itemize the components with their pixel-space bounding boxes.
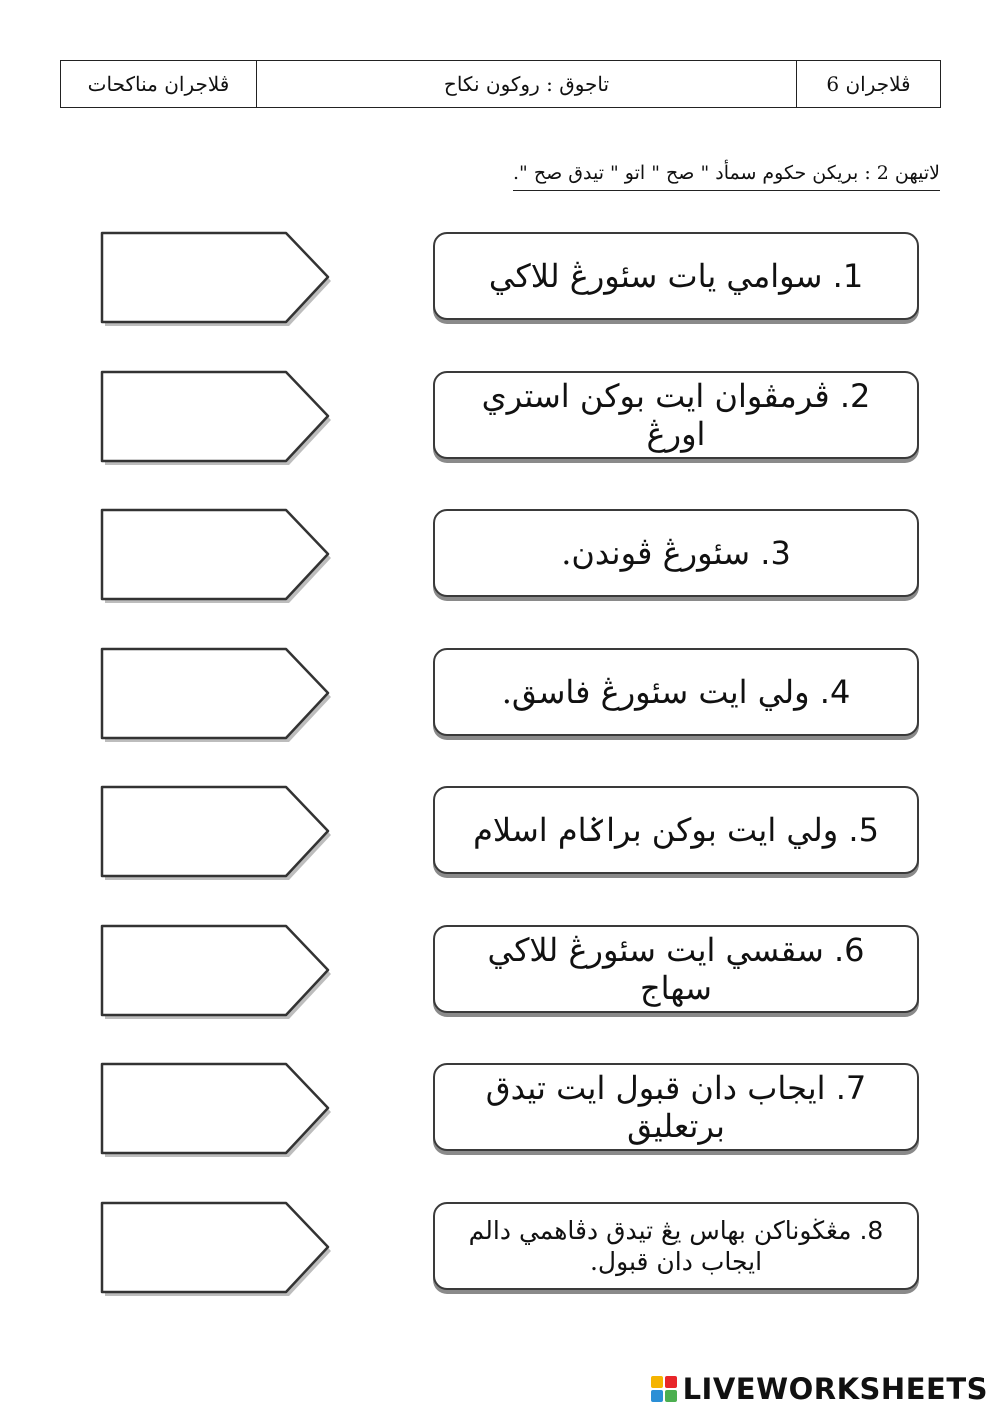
statement-5 xyxy=(433,786,919,874)
statement-8 xyxy=(433,1202,919,1290)
logo-square xyxy=(665,1390,677,1402)
statement-text: سوامي يات سئورڠ للاكي xyxy=(488,256,823,295)
statement-content xyxy=(473,811,879,849)
brand-text: LIVEWORKSHEETS xyxy=(682,1372,988,1406)
statement-content xyxy=(502,673,851,711)
statement-number: 8. xyxy=(859,1215,884,1245)
answer-field-3[interactable] xyxy=(100,508,335,604)
statement-content xyxy=(561,534,791,572)
statement-content xyxy=(455,931,897,1008)
liveworksheets-brand xyxy=(651,1372,988,1406)
logo-square xyxy=(651,1390,663,1402)
header-subject-cell: ڤلاجران 6 xyxy=(797,61,941,108)
answer-field-1[interactable] xyxy=(100,231,335,327)
statement-content xyxy=(489,257,863,295)
statement-number: 5. xyxy=(848,810,879,849)
liveworksheets-logo-icon xyxy=(651,1376,677,1402)
instruction xyxy=(340,162,940,191)
answer-field-2[interactable] xyxy=(100,370,335,466)
answer-field-7[interactable] xyxy=(100,1062,335,1158)
header-topic-cell: تاجوق : روكون نكاح xyxy=(257,61,797,108)
statement-text: ڤرمڤوان ايت بوكن استري اورڠ xyxy=(481,376,830,453)
answer-field-6[interactable] xyxy=(100,924,335,1020)
statement-7 xyxy=(433,1063,919,1151)
statement-number: 3. xyxy=(760,533,791,572)
header-lesson-cell: ڤلاجران مناكحات xyxy=(61,61,257,108)
logo-square xyxy=(665,1376,677,1388)
statement-number: 7. xyxy=(835,1068,867,1107)
statement-content xyxy=(455,377,897,454)
statement-2 xyxy=(433,371,919,459)
statement-text: ولي ايت بوكن براݢام اسلام xyxy=(473,810,839,849)
statement-number: 4. xyxy=(819,672,851,711)
statement-number: 1. xyxy=(832,256,864,295)
statement-content xyxy=(457,1215,895,1278)
statement-3 xyxy=(433,509,919,597)
statement-4 xyxy=(433,648,919,736)
header-table xyxy=(60,60,941,108)
statement-6 xyxy=(433,925,919,1013)
statement-number: 2. xyxy=(839,376,871,415)
statement-number: 6. xyxy=(833,930,865,969)
statement-text: سقسي ايت سئورڠ للاكي سهاج xyxy=(487,930,824,1007)
logo-square xyxy=(651,1376,663,1388)
answer-field-8[interactable] xyxy=(100,1201,335,1297)
statement-text: مڠڬوناكن بهاس يڠ تيدق دڤاهمي دالم ايجاب دان قبول. xyxy=(468,1215,852,1276)
answer-field-4[interactable] xyxy=(100,647,335,743)
statement-text: ايجاب دان قبول ايت تيدق برتعليق xyxy=(485,1068,826,1145)
statement-text: سئورڠ ڤوندن. xyxy=(561,533,751,572)
answer-field-5[interactable] xyxy=(100,785,335,881)
statement-text: ولي ايت سئورڠ فاسق. xyxy=(501,672,810,711)
instruction-text: لاتيهن 2 : بريكن حكوم سمأد " صح " اتو " تيدق صح ". xyxy=(513,162,940,191)
statement-1 xyxy=(433,232,919,320)
statement-content xyxy=(455,1069,897,1146)
